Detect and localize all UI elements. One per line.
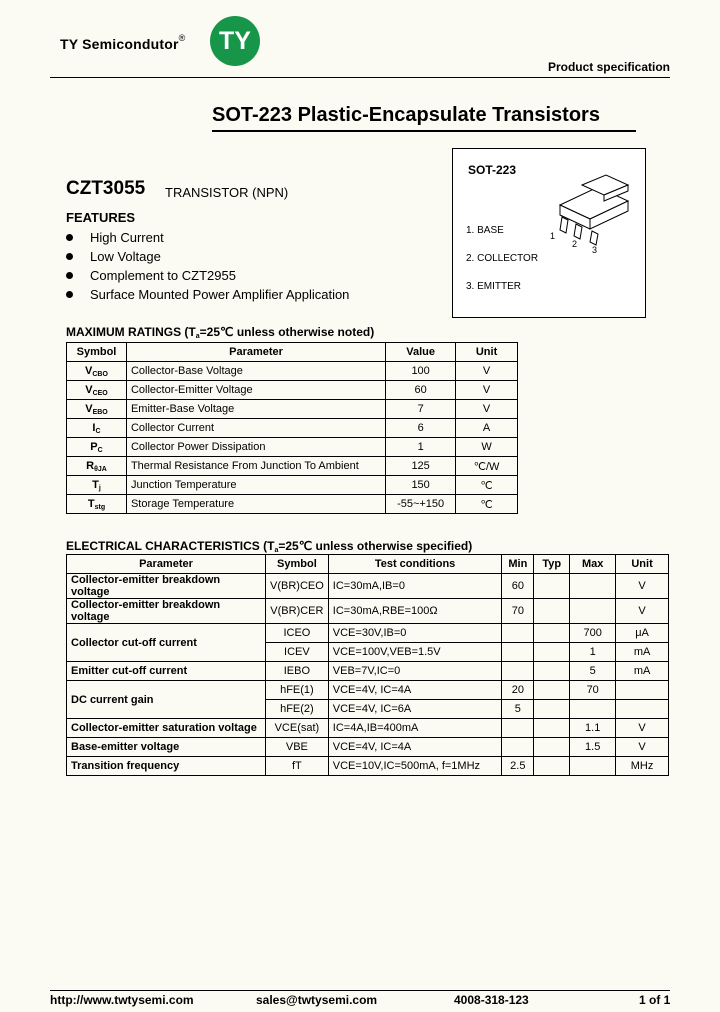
typ-cell [534,662,570,681]
symbol-cell: ICEO [266,624,329,643]
unit-cell: A [456,419,518,438]
package-drawing-icon [548,173,638,253]
parameter-cell: Storage Temperature [126,495,385,514]
package-name: SOT-223 [468,163,517,177]
parameter-cell: Collector-emitter breakdown voltage [67,599,266,624]
parameter-cell: Collector cut-off current [67,624,266,662]
min-cell: 2.5 [502,757,534,776]
feature-item: Surface Mounted Power Amplifier Application [66,285,349,304]
min-cell [502,662,534,681]
pin-label-emitter: 3. EMITTER [466,281,522,292]
table-row [67,757,669,776]
parameter-cell: Collector-emitter breakdown voltage [67,574,266,599]
part-number: CZT3055 [66,178,146,199]
parameter-cell: Collector Power Dissipation [126,438,385,457]
unit-cell: V [616,599,669,624]
table-row [67,662,669,681]
parameter-cell: Base-emitter voltage [67,738,266,757]
value-cell: 100 [386,362,456,381]
footer-email[interactable]: sales@twtysemi.com [256,993,378,1007]
product-specification-label: Product specification [547,60,670,74]
condition-cell: VCE=10V,IC=500mA, f=1MHz [328,757,502,776]
header-divider [50,77,670,78]
col-header: Min [502,555,534,574]
unit-cell: V [616,719,669,738]
min-cell: 60 [502,574,534,599]
symbol-cell: hFE(2) [266,700,329,719]
typ-cell [534,681,570,700]
pin-label-base: 1. BASE [466,225,504,236]
unit-cell: μA [616,624,669,643]
symbol-cell: V(BR)CEO [266,574,329,599]
col-header: Typ [534,555,570,574]
table-row [67,738,669,757]
max-cell: 70 [570,681,616,700]
typ-cell [534,719,570,738]
pin-number-2: 2 [572,239,578,249]
table-row [67,574,669,599]
value-cell: 60 [386,381,456,400]
electrical-table [66,554,669,776]
unit-cell: MHz [616,757,669,776]
pin-number-3: 3 [592,245,598,253]
document-title: SOT-223 Plastic-Encapsulate Transistors [212,104,600,126]
unit-cell [616,700,669,719]
col-header: Unit [616,555,669,574]
max-cell [570,599,616,624]
pin-label-collector: 2. COLLECTOR [466,253,539,264]
symbol-cell: fT [266,757,329,776]
footer-page-number: 1 of 1 [639,993,671,1007]
col-header: Unit [456,343,518,362]
symbol-cell: $T_j$ [67,476,127,495]
max-cell: 1.1 [570,719,616,738]
min-cell [502,624,534,643]
electrical-title: ELECTRICAL CHARACTERISTICS ($T_a=25℃$ unless otherwise specified) [66,539,473,554]
unit-cell: mA [616,643,669,662]
unit-cell: ℃ [456,495,518,514]
unit-cell: V [456,400,518,419]
parameter-cell: Collector-Base Voltage [126,362,385,381]
bullet-icon [66,272,73,279]
table-row [67,362,518,381]
value-cell: -55~+150 [386,495,456,514]
features-heading: FEATURES [66,210,136,225]
max-cell: 1.5 [570,738,616,757]
table-row [67,719,669,738]
symbol-cell: VBE [266,738,329,757]
condition-cell: VEB=7V,IC=0 [328,662,502,681]
min-cell: 20 [502,681,534,700]
min-cell [502,719,534,738]
col-header: Parameter [67,555,266,574]
table-row [67,400,518,419]
table-row [67,419,518,438]
value-cell: 125 [386,457,456,476]
symbol-cell: $I_C$ [67,419,127,438]
symbol-cell: IEBO [266,662,329,681]
value-cell: 6 [386,419,456,438]
typ-cell [534,738,570,757]
table-row [67,457,518,476]
typ-cell [534,574,570,599]
table-row [67,476,518,495]
footer-divider [50,990,670,991]
feature-item: Low Voltage [66,247,349,266]
typ-cell [534,757,570,776]
bullet-icon [66,234,73,241]
typ-cell [534,599,570,624]
table-row [67,438,518,457]
unit-cell: W [456,438,518,457]
max-cell [570,574,616,599]
symbol-cell: $T_{stg}$ [67,495,127,514]
parameter-cell: Collector-Emitter Voltage [126,381,385,400]
symbol-cell: VCE(sat) [266,719,329,738]
condition-cell: IC=4A,IB=400mA [328,719,502,738]
parameter-cell: Transition frequency [67,757,266,776]
max-cell [570,700,616,719]
feature-item: High Current [66,228,349,247]
condition-cell: VCE=4V, IC=4A [328,738,502,757]
table-row [67,495,518,514]
table-row [67,681,669,700]
col-header: Test conditions [328,555,502,574]
unit-cell: V [456,381,518,400]
condition-cell: VCE=4V, IC=6A [328,700,502,719]
parameter-cell: Emitter cut-off current [67,662,266,681]
unit-cell: V [616,574,669,599]
symbol-cell: $V_{CBO}$ [67,362,127,381]
condition-cell: VCE=4V, IC=4A [328,681,502,700]
condition-cell: VCE=30V,IB=0 [328,624,502,643]
parameter-cell: Thermal Resistance From Junction To Ambient [126,457,385,476]
unit-cell: V [616,738,669,757]
symbol-cell: $V_{EBO}$ [67,400,127,419]
max-ratings-table [66,342,518,514]
value-cell: 150 [386,476,456,495]
table-header-row [67,555,669,574]
table-row [67,599,669,624]
parameter-cell: Junction Temperature [126,476,385,495]
pin-number-1: 1 [550,231,556,241]
min-cell: 70 [502,599,534,624]
col-header: Symbol [266,555,329,574]
max-cell [570,757,616,776]
typ-cell [534,643,570,662]
bullet-icon [66,291,73,298]
part-type: TRANSISTOR (NPN) [165,185,289,200]
parameter-cell: Emitter-Base Voltage [126,400,385,419]
table-row [67,624,669,643]
table-row [67,381,518,400]
col-header: Parameter [126,343,385,362]
col-header: Value [386,343,456,362]
min-cell [502,643,534,662]
condition-cell: IC=30mA,RBE=100Ω [328,599,502,624]
unit-cell: ℃/W [456,457,518,476]
footer-url[interactable]: http://www.twtysemi.com [50,993,194,1007]
col-header: Symbol [67,343,127,362]
feature-item: Complement to CZT2955 [66,266,349,285]
symbol-cell: ICEV [266,643,329,662]
company-logo: TY [210,16,260,66]
registered-mark: ® [178,33,186,43]
brand-name: TY Semicondutor® [60,33,186,52]
bullet-icon [66,253,73,260]
title-underline [212,130,636,132]
parameter-cell: DC current gain [67,681,266,719]
symbol-cell: $P_C$ [67,438,127,457]
condition-cell: IC=30mA,IB=0 [328,574,502,599]
typ-cell [534,624,570,643]
parameter-cell: Collector-emitter saturation voltage [67,719,266,738]
min-cell: 5 [502,700,534,719]
footer-phone: 4008-318-123 [454,993,529,1007]
col-header: Max [570,555,616,574]
unit-cell: mA [616,662,669,681]
typ-cell [534,700,570,719]
symbol-cell: V(BR)CER [266,599,329,624]
max-cell: 700 [570,624,616,643]
symbol-cell: $R_{\theta JA}$ [67,457,127,476]
max-cell: 5 [570,662,616,681]
parameter-cell: Collector Current [126,419,385,438]
value-cell: 1 [386,438,456,457]
condition-cell: VCE=100V,VEB=1.5V [328,643,502,662]
table-header-row [67,343,518,362]
unit-cell: ℃ [456,476,518,495]
package-box [452,148,646,318]
features-list [66,228,349,304]
value-cell: 7 [386,400,456,419]
max-cell: 1 [570,643,616,662]
unit-cell [616,681,669,700]
max-ratings-title: MAXIMUM RATINGS ($T_a=25℃$ unless otherwise noted) [66,325,375,340]
unit-cell: V [456,362,518,381]
min-cell [502,738,534,757]
symbol-cell: $V_{CEO}$ [67,381,127,400]
symbol-cell: hFE(1) [266,681,329,700]
